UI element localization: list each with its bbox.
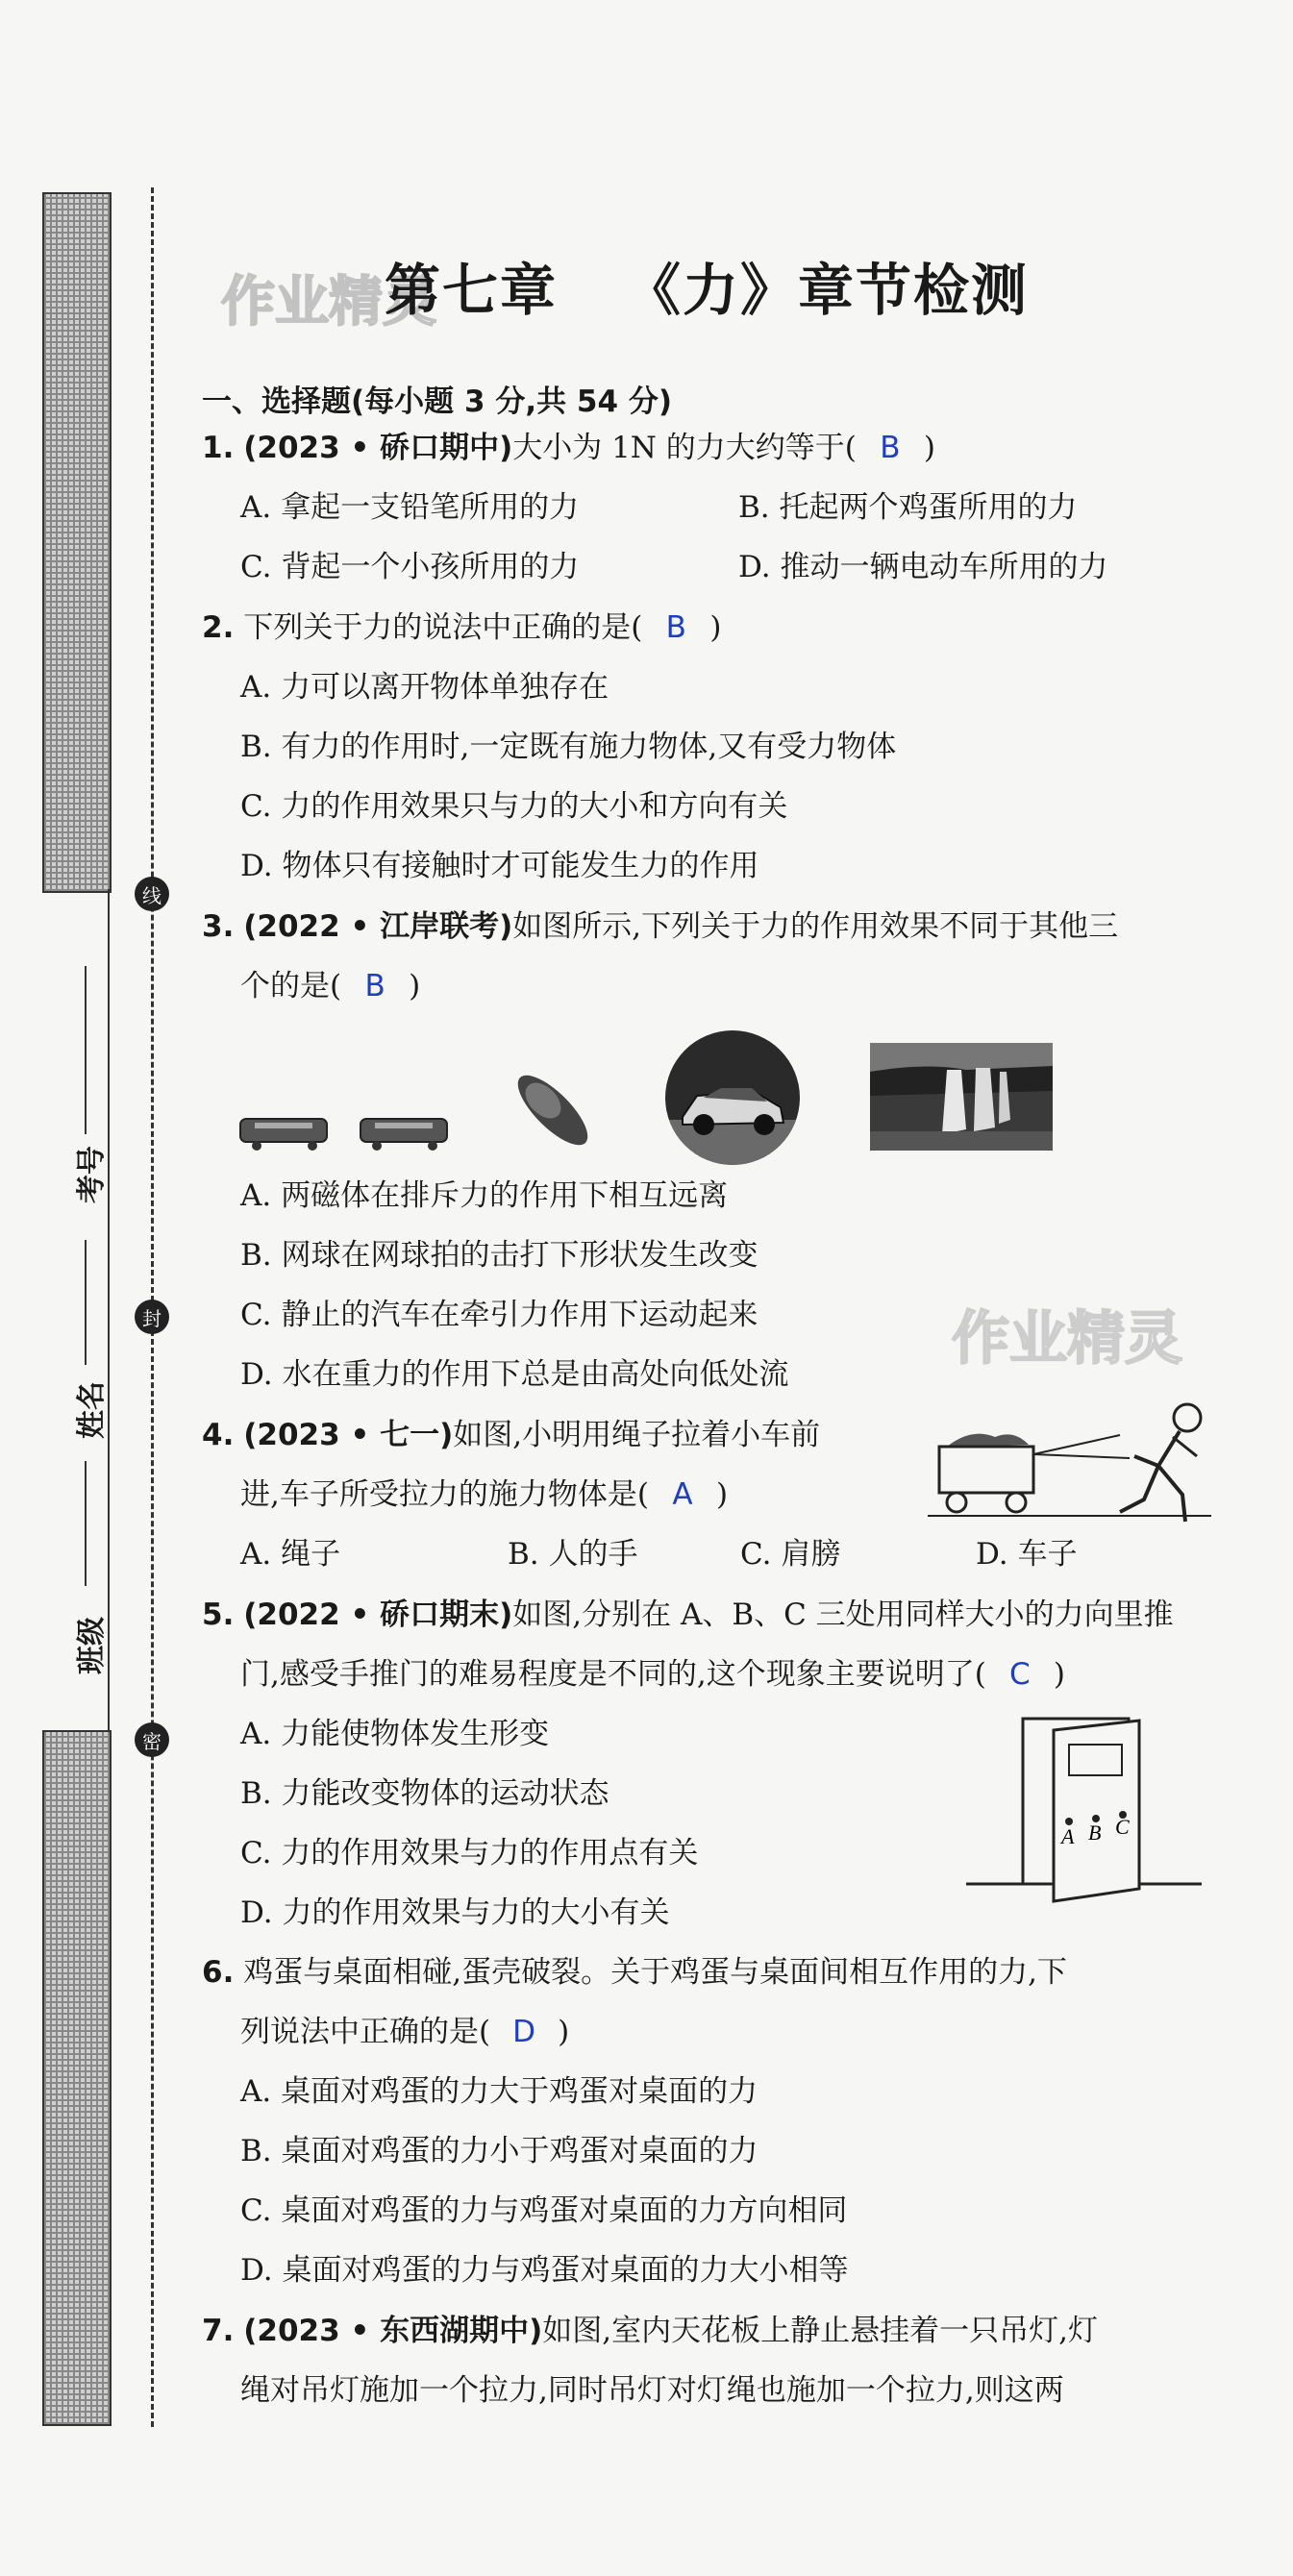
question-5-stem-cont: 门,感受手推门的难易程度是不同的,这个现象主要说明了( C )	[240, 1657, 1065, 1692]
question-4-stem: 4. (2023 • 七一)如图,小明用绳子拉着小车前	[202, 1418, 821, 1452]
option: A. 两磁体在排斥力的作用下相互远离	[240, 1178, 729, 1213]
watermark: 作业精灵	[952, 1305, 1182, 1373]
option: D. 水在重力的作用下总是由高处向低处流	[240, 1357, 789, 1392]
page-title	[385, 245, 1029, 326]
option: B. 网球在网球拍的击打下形状发生改变	[240, 1238, 758, 1273]
field-label-banji: 班级	[75, 1617, 109, 1674]
question-3-stem: 3. (2022 • 江岸联考)如图所示,下列关于力的作用效果不同于其他三	[202, 909, 1119, 944]
boy-pulling-cart-figure	[928, 1399, 1211, 1543]
answer: B	[665, 610, 686, 645]
option: D. 推动一辆电动车所用的力	[738, 550, 1108, 584]
field-label-xingming: 姓名	[75, 1381, 109, 1439]
option: D. 物体只有接触时才可能发生力的作用	[240, 849, 759, 883]
question-4-stem-cont: 进,车子所受拉力的施力物体是( A )	[240, 1477, 729, 1512]
field-label-kaohao: 考号	[75, 1146, 109, 1203]
answer: B	[364, 969, 385, 1003]
section-heading: 一、选择题(每小题 3 分,共 54 分)	[202, 384, 672, 419]
answer: D	[512, 2015, 536, 2049]
option: D. 桌面对鸡蛋的力与鸡蛋对桌面的力大小相等	[240, 2253, 849, 2288]
question-1-stem: 1. (2023 • 硚口期中)大小为 1N 的力大约等于( B )	[202, 431, 935, 465]
option: B. 人的手	[508, 1537, 638, 1572]
option: D. 车子	[976, 1537, 1078, 1572]
chapter-name: 《力》章节检测	[625, 258, 1030, 323]
question-7-stem: 7. (2023 • 东西湖期中)如图,室内天花板上静止悬挂着一只吊灯,灯	[202, 2314, 1098, 2348]
seal-mark-xian: 线	[135, 877, 169, 911]
field-line-kaohao	[85, 966, 87, 1134]
option: B. 有力的作用时,一定既有施力物体,又有受力物体	[240, 730, 897, 764]
answer: C	[1008, 1657, 1031, 1692]
answer: B	[880, 431, 901, 465]
option: C. 桌面对鸡蛋的力与鸡蛋对桌面的力方向相同	[240, 2193, 848, 2228]
option: A. 绳子	[240, 1537, 341, 1572]
binding-hatch-bottom	[42, 1730, 112, 2426]
option: B. 桌面对鸡蛋的力小于鸡蛋对桌面的力	[240, 2134, 758, 2168]
seal-mark-mi: 密	[135, 1722, 169, 1757]
seal-mark-feng: 封	[135, 1300, 169, 1334]
field-line-banji	[85, 1461, 87, 1586]
option: C. 肩膀	[740, 1537, 841, 1572]
option: D. 力的作用效果与力的大小有关	[240, 1895, 670, 1930]
option: C. 力的作用效果与力的作用点有关	[240, 1836, 699, 1870]
tennis-racket-figure	[505, 1062, 601, 1158]
option: C. 背起一个小孩所用的力	[240, 550, 580, 584]
watermark: 作业精灵	[221, 271, 436, 334]
question-3-stem-cont: 个的是( B )	[240, 969, 421, 1003]
field-line-xingming	[85, 1240, 87, 1365]
magnets-figure	[236, 1105, 457, 1153]
answer: A	[672, 1477, 693, 1512]
question-5-stem: 5. (2022 • 硚口期末)如图,分别在 A、B、C 三处用同样大小的力向里推	[202, 1598, 1174, 1632]
option: A. 力可以离开物体单独存在	[240, 670, 609, 705]
option: C. 力的作用效果只与力的大小和方向有关	[240, 789, 788, 824]
question-7-stem-cont: 绳对吊灯施加一个拉力,同时吊灯对灯绳也施加一个拉力,则这两	[240, 2373, 1064, 2408]
door-figure	[961, 1711, 1206, 1913]
option: A. 拿起一支铅笔所用的力	[240, 490, 580, 525]
option: C. 静止的汽车在牵引力作用下运动起来	[240, 1298, 758, 1332]
waterfall-figure	[870, 1043, 1053, 1151]
binding-line	[108, 889, 110, 1730]
option: B. 力能改变物体的运动状态	[240, 1776, 609, 1811]
option: A. 桌面对鸡蛋的力大于鸡蛋对桌面的力	[240, 2074, 758, 2109]
door-point-b: B	[1088, 1821, 1102, 1845]
question-2-stem: 2. 下列关于力的说法中正确的是( B )	[202, 610, 722, 645]
option: A. 力能使物体发生形变	[240, 1717, 550, 1751]
door-point-c: C	[1115, 1815, 1130, 1839]
door-point-a: A	[1061, 1824, 1075, 1848]
question-6-stem: 6. 鸡蛋与桌面相碰,蛋壳破裂。关于鸡蛋与桌面间相互作用的力,下	[202, 1955, 1067, 1990]
binding-hatch-top	[42, 192, 112, 893]
option: B. 托起两个鸡蛋所用的力	[738, 490, 1078, 525]
question-6-stem-cont: 列说法中正确的是( D )	[240, 2015, 570, 2049]
chapter-number: 第七章	[385, 258, 559, 323]
car-figure	[663, 1028, 803, 1168]
